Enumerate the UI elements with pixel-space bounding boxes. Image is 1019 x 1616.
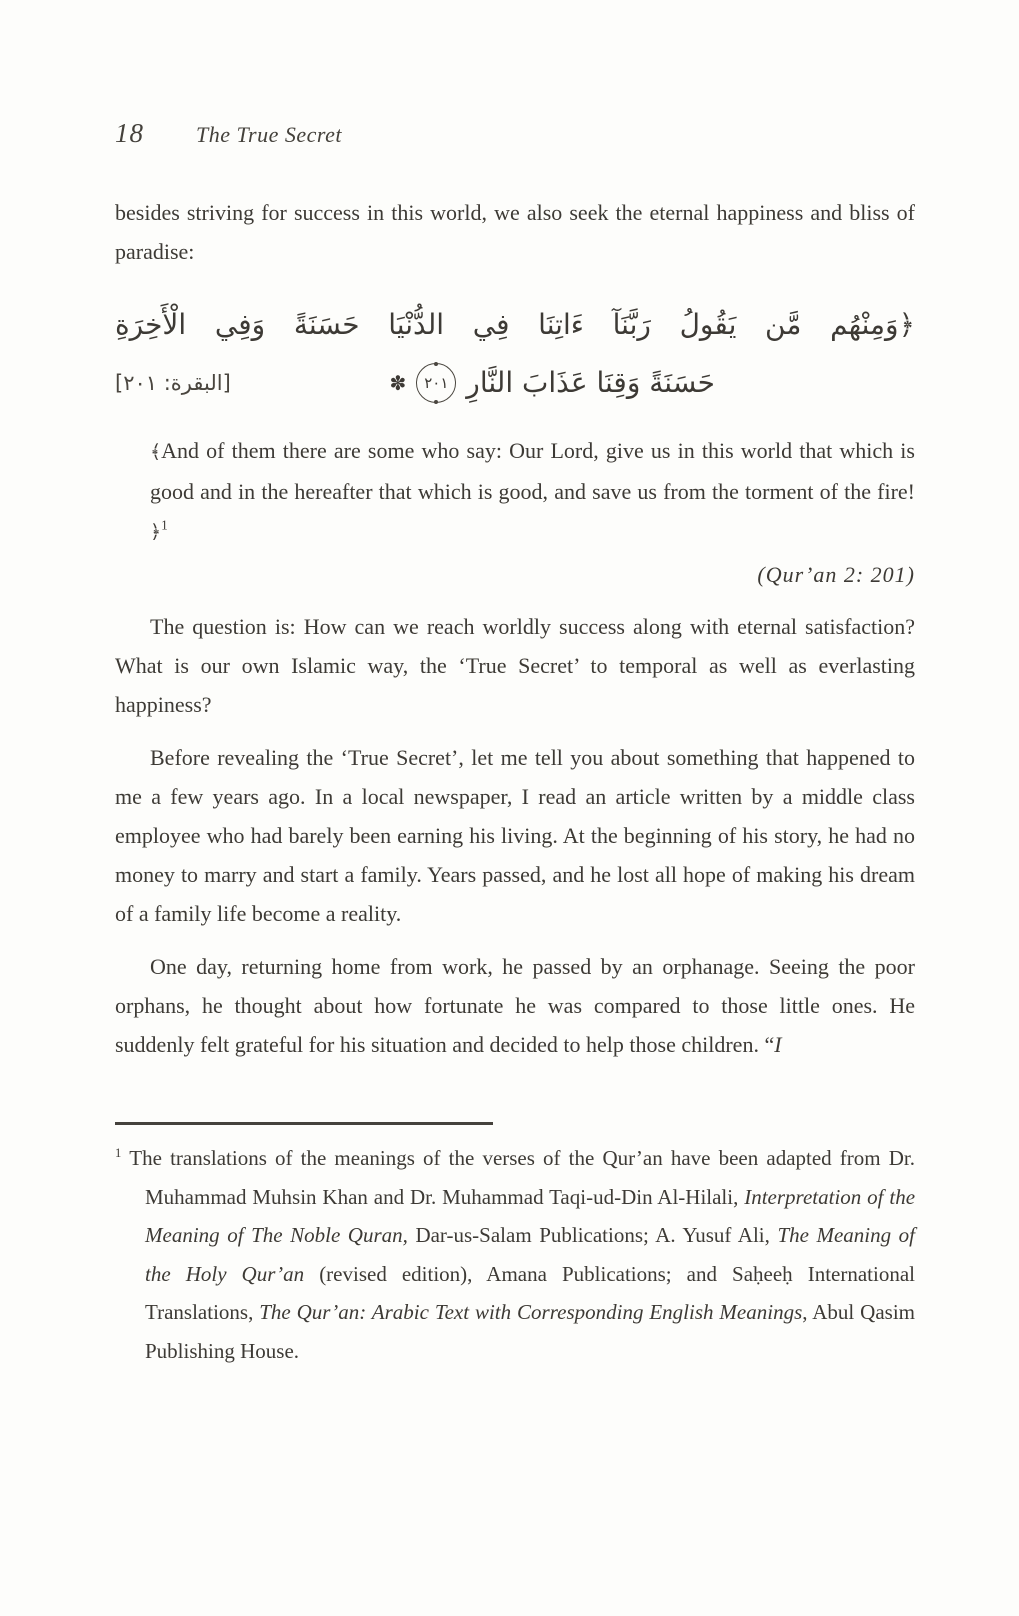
footnote-separator-rule (115, 1122, 493, 1125)
intro-paragraph: besides striving for success in this world, we also seek the eternal happiness and bliss of paradise: (115, 200, 915, 264)
body-paragraph-one-day: One day, returning home from work, he passed by an orphanage. Seeing the poor orphans, he thought about how fortunate he was compared to those little ones. He suddenly felt grateful for his situation and decided to help those children. “I (115, 954, 915, 1057)
page-header (115, 118, 915, 149)
footnote-text: The translations of the meanings of the verses of the Qur’an have been adapted from Dr. Muhammad Muhsin Khan and Dr. Muhammad Taqi-ud-Din Al-Hilali, Interpretation of the Meaning of The Noble Quran, Dar-us-Salam Publications; A. Yusuf Ali, The Meaning of the Holy Qur’an (revised edition), Amana Publications; and Saḥeeḥ International Translations, The Qur’an: Arabic Text with Corresponding English Meanings, Abul Qasim Publishing House. (129, 1146, 916, 1363)
body-paragraph-before-revealing: Before revealing the ‘True Secret’, let me tell you about something that happened to me a few years ago. In a local newspaper, I read an article written by a middle class employee who had barely been earning his living. At the beginning of his story, he had no money to marry and start a family. Years passed, and he lost all hope of making his dream of a family life become a reality. (115, 745, 915, 926)
arabic-verse-line-1: ﴿وَمِنْهُم مَّن يَقُولُ رَبَّنَآ ءَاتِنَا فِي الدُّنْيَا حَسَنَةً وَفِي الْأَخِرَةِ (115, 308, 915, 341)
translation-quote (150, 431, 915, 552)
verse-end-rosette-icon: ✽ (389, 371, 407, 395)
verse-source-reference: [البقرة: ٢٠١] (115, 371, 231, 395)
ayah-number-badge: ٢٠١ (416, 363, 456, 403)
arabic-verse-line-2 (390, 361, 715, 405)
verse-attribution: (Qur’an 2: 201) (757, 562, 915, 587)
footnote-reference-superscript: 1 (161, 517, 168, 533)
translation-text: And of them there are some who say: Our Lord, give us in this world that which is good and in the hereafter that which is good, and save us from the torment of the fire! (150, 438, 915, 504)
arabic-verse-line-2-text: حَسَنَةً وَقِنَا عَذَابَ النَّارِ (466, 366, 715, 399)
arabic-verse-block (115, 301, 915, 405)
running-title: The True Secret (196, 122, 342, 147)
arabic-verse-line-2-row (115, 361, 915, 405)
body-paragraph-question: The question is: How can we reach worldly success along with eternal satisfaction? What is our own Islamic way, the ‘True Secret’ to temporal as well as everlasting happiness? (115, 614, 915, 717)
footnote (115, 1139, 915, 1370)
quote-open-ornament-icon: ﴾ (150, 441, 162, 463)
quote-close-ornament-icon: ﴿ (150, 521, 162, 543)
footnote-marker: 1 (115, 1146, 122, 1160)
page-number: 18 (115, 118, 144, 148)
